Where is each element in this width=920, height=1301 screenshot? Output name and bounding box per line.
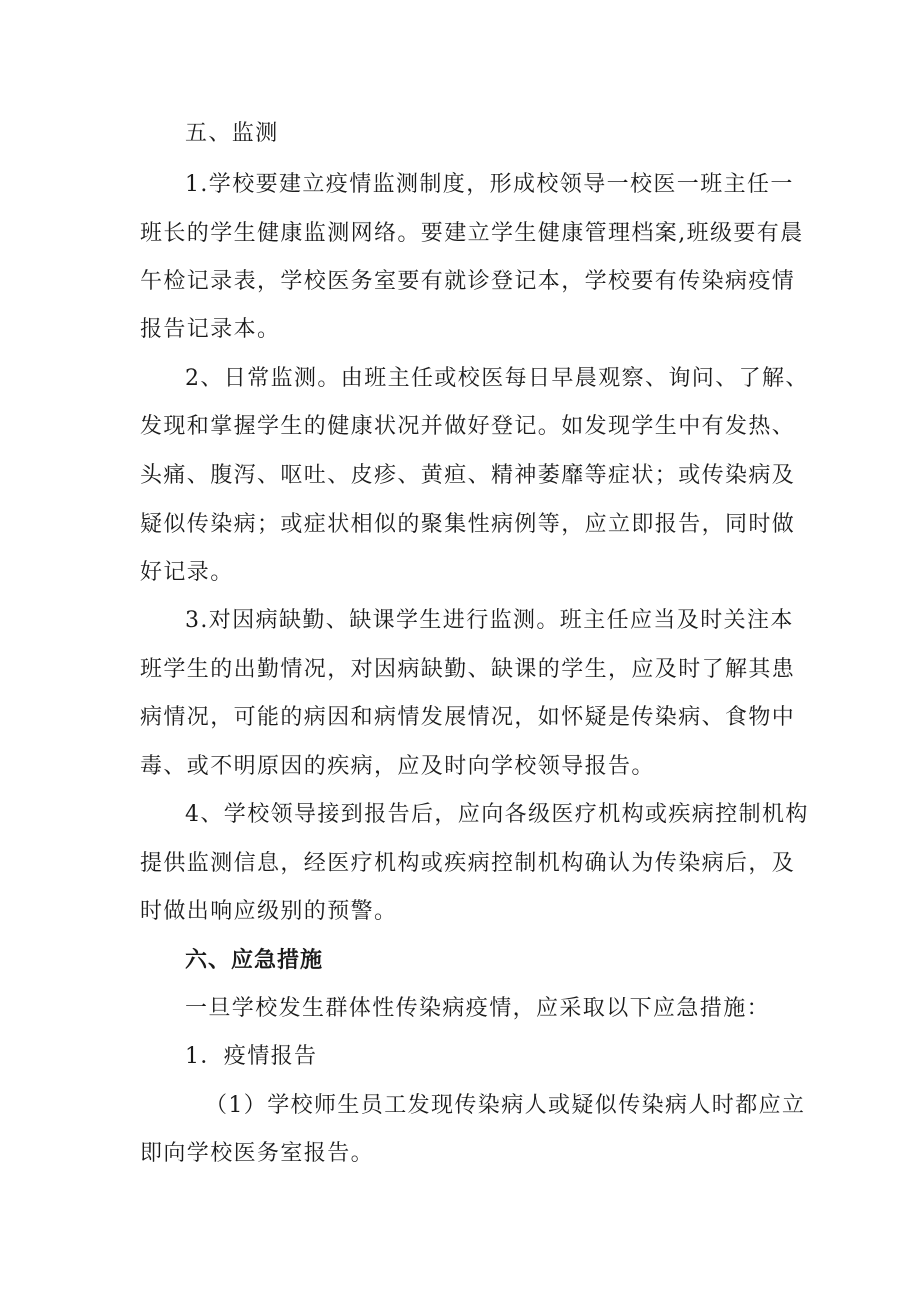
paragraph-line: 午检记录表，学校医务室要有就诊登记本，学校要有传染病疫情 (140, 269, 796, 294)
paragraph-line: 一旦学校发生群体性传染病疫情，应采取以下应急措施： (185, 996, 771, 1021)
paragraph-line: 3.对因病缺勤、缺课学生进行监测。班主任应当及时关注本 (185, 608, 794, 633)
paragraph-line: 好记录。 (140, 560, 234, 585)
paragraph-line: 疑似传染病；或症状相似的聚集性病例等，应立即报告，同时做 (140, 512, 796, 537)
paragraph-line: （1）学校师生员工发现传染病人或疑似传染病人时都应立 (205, 1093, 806, 1118)
paragraph-line: 1.学校要建立疫情监测制度，形成校领导一校医一班主任一 (185, 172, 794, 197)
paragraph-line: 4、学校领导接到报告后，应向各级医疗机构或疾病控制机构 (185, 802, 809, 827)
paragraph-line: 班学生的出勤情况，对因病缺勤、缺课的学生，应及时了解其患 (140, 657, 796, 682)
section-heading: 六、应急措施 (185, 948, 324, 973)
paragraph-line: 1．疫情报告 (185, 1044, 318, 1069)
paragraph-line: 发现和掌握学生的健康状况并做好登记。如发现学生中有发热、 (140, 414, 796, 439)
paragraph-line: 即向学校医务室报告。 (140, 1141, 375, 1166)
section-heading: 五、监测 (185, 121, 279, 146)
paragraph-line: 毒、或不明原因的疾病，应及时向学校领导报告。 (140, 754, 655, 779)
paragraph-line: 报告记录本。 (140, 317, 281, 342)
paragraph-line: 时做出响应级别的预警。 (140, 899, 398, 924)
paragraph-line: 提供监测信息，经医疗机构或疾病控制机构确认为传染病后，及 (140, 851, 796, 876)
paragraph-line: 2、日常监测。由班主任或校医每日早晨观察、询问、了解、 (185, 366, 809, 391)
paragraph-line: 头痛、腹泻、呕吐、皮疹、黄疸、精神萎靡等症状；或传染病及 (140, 463, 796, 488)
paragraph-line: 病情况，可能的病因和病情发展情况，如怀疑是传染病、食物中 (140, 705, 796, 730)
paragraph-line: 班长的学生健康监测网络。要建立学生健康管理档案,班级要有晨 (140, 221, 804, 246)
